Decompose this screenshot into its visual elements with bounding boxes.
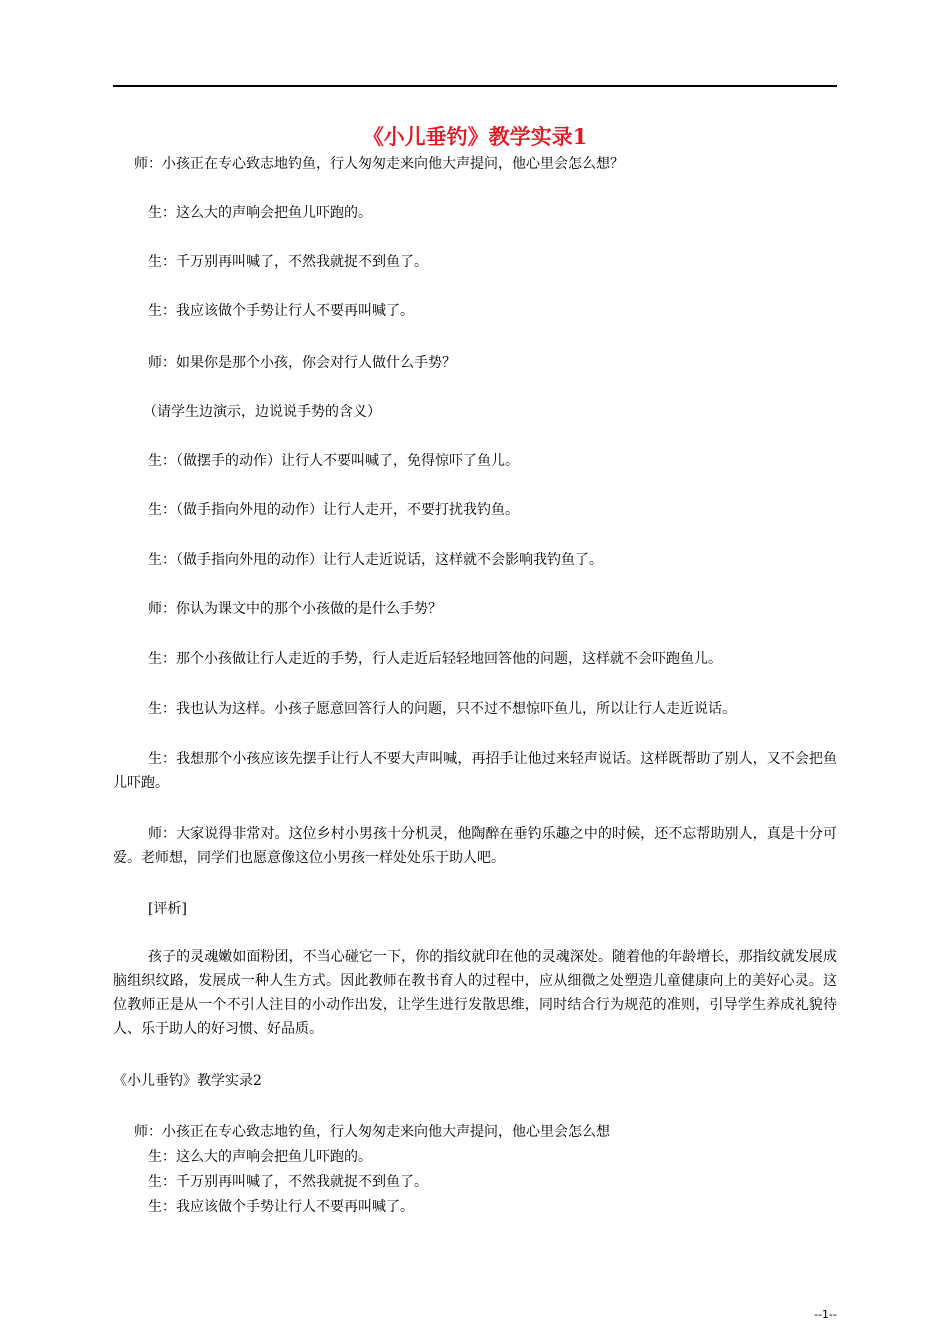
paragraph: 生：千万别再叫喊了，不然我就捉不到鱼了。 <box>148 1174 428 1190</box>
paragraph: 师：如果你是那个小孩，你会对行人做什么手势？ <box>148 355 456 371</box>
paragraph: 生：这么大的声响会把鱼儿吓跑的。 <box>148 205 372 221</box>
document-body <box>113 0 837 1344</box>
paragraph: 生：那个小孩做让行人走近的手势，行人走近后轻轻地回答他的问题，这样就不会吓跑鱼儿。 <box>148 651 722 667</box>
page-number: --1-- <box>814 1308 837 1321</box>
paragraph: 生：我想那个小孩应该先摆手让行人不要大声叫喊，再招手让他过来轻声说话。这样既帮助了别人，又不会把鱼儿吓跑。 <box>113 751 837 791</box>
paragraph: 孩子的灵魂嫩如面粉团，不当心碰它一下，你的指纹就印在他的灵魂深处。随着他的年龄增长，那指纹就发展成脑组织纹路，发展成一种人生方式。因此教师在教书育人的过程中，应从细微之处塑造儿童健康向上的美好心灵。这位教师正是从一个不引人注目的小动作出发，让学生进行发散思维，同时结合行为规范的准则，引导学生养成礼貌待人、乐于助人的好习惯、好品质。 <box>113 949 837 1037</box>
paragraph: （请学生边演示，边说说手势的含义） <box>143 404 381 420</box>
section-label: [评析] <box>148 901 187 917</box>
document-title: 《小儿垂钓》教学实录1 <box>362 124 588 149</box>
paragraph: 生：（做摆手的动作）让行人不要叫喊了，免得惊吓了鱼儿。 <box>148 453 519 469</box>
paragraph: 生：我也认为这样。小孩子愿意回答行人的问题，只不过不想惊吓鱼儿，所以让行人走近说话。 <box>148 701 736 717</box>
section-heading: 《小儿垂钓》教学实录2 <box>113 1073 262 1089</box>
paragraph: 生：（做手指向外甩的动作）让行人走近说话，这样就不会影响我钓鱼了。 <box>148 552 603 568</box>
paragraph: 生：（做手指向外甩的动作）让行人走开，不要打扰我钓鱼。 <box>148 502 519 518</box>
paragraph: 生：我应该做个手势让行人不要再叫喊了。 <box>148 1199 414 1215</box>
paragraph: 生：千万别再叫喊了，不然我就捉不到鱼了。 <box>148 254 428 270</box>
paragraph: 师：小孩正在专心致志地钓鱼，行人匆匆走来向他大声提问，他心里会怎么想？ <box>134 156 624 172</box>
paragraph: 师：你认为课文中的那个小孩做的是什么手势？ <box>148 601 442 617</box>
paragraph: 生：这么大的声响会把鱼儿吓跑的。 <box>148 1149 372 1165</box>
paragraph: 生：我应该做个手势让行人不要再叫喊了。 <box>148 303 414 319</box>
paragraph: 师：小孩正在专心致志地钓鱼，行人匆匆走来向他大声提问，他心里会怎么想 <box>134 1124 610 1140</box>
paragraph: 师：大家说得非常对。这位乡村小男孩十分机灵，他陶醉在垂钓乐趣之中的时候，还不忘帮助别人，真是十分可爱。老师想，同学们也愿意像这位小男孩一样处处乐于助人吧。 <box>113 826 837 866</box>
